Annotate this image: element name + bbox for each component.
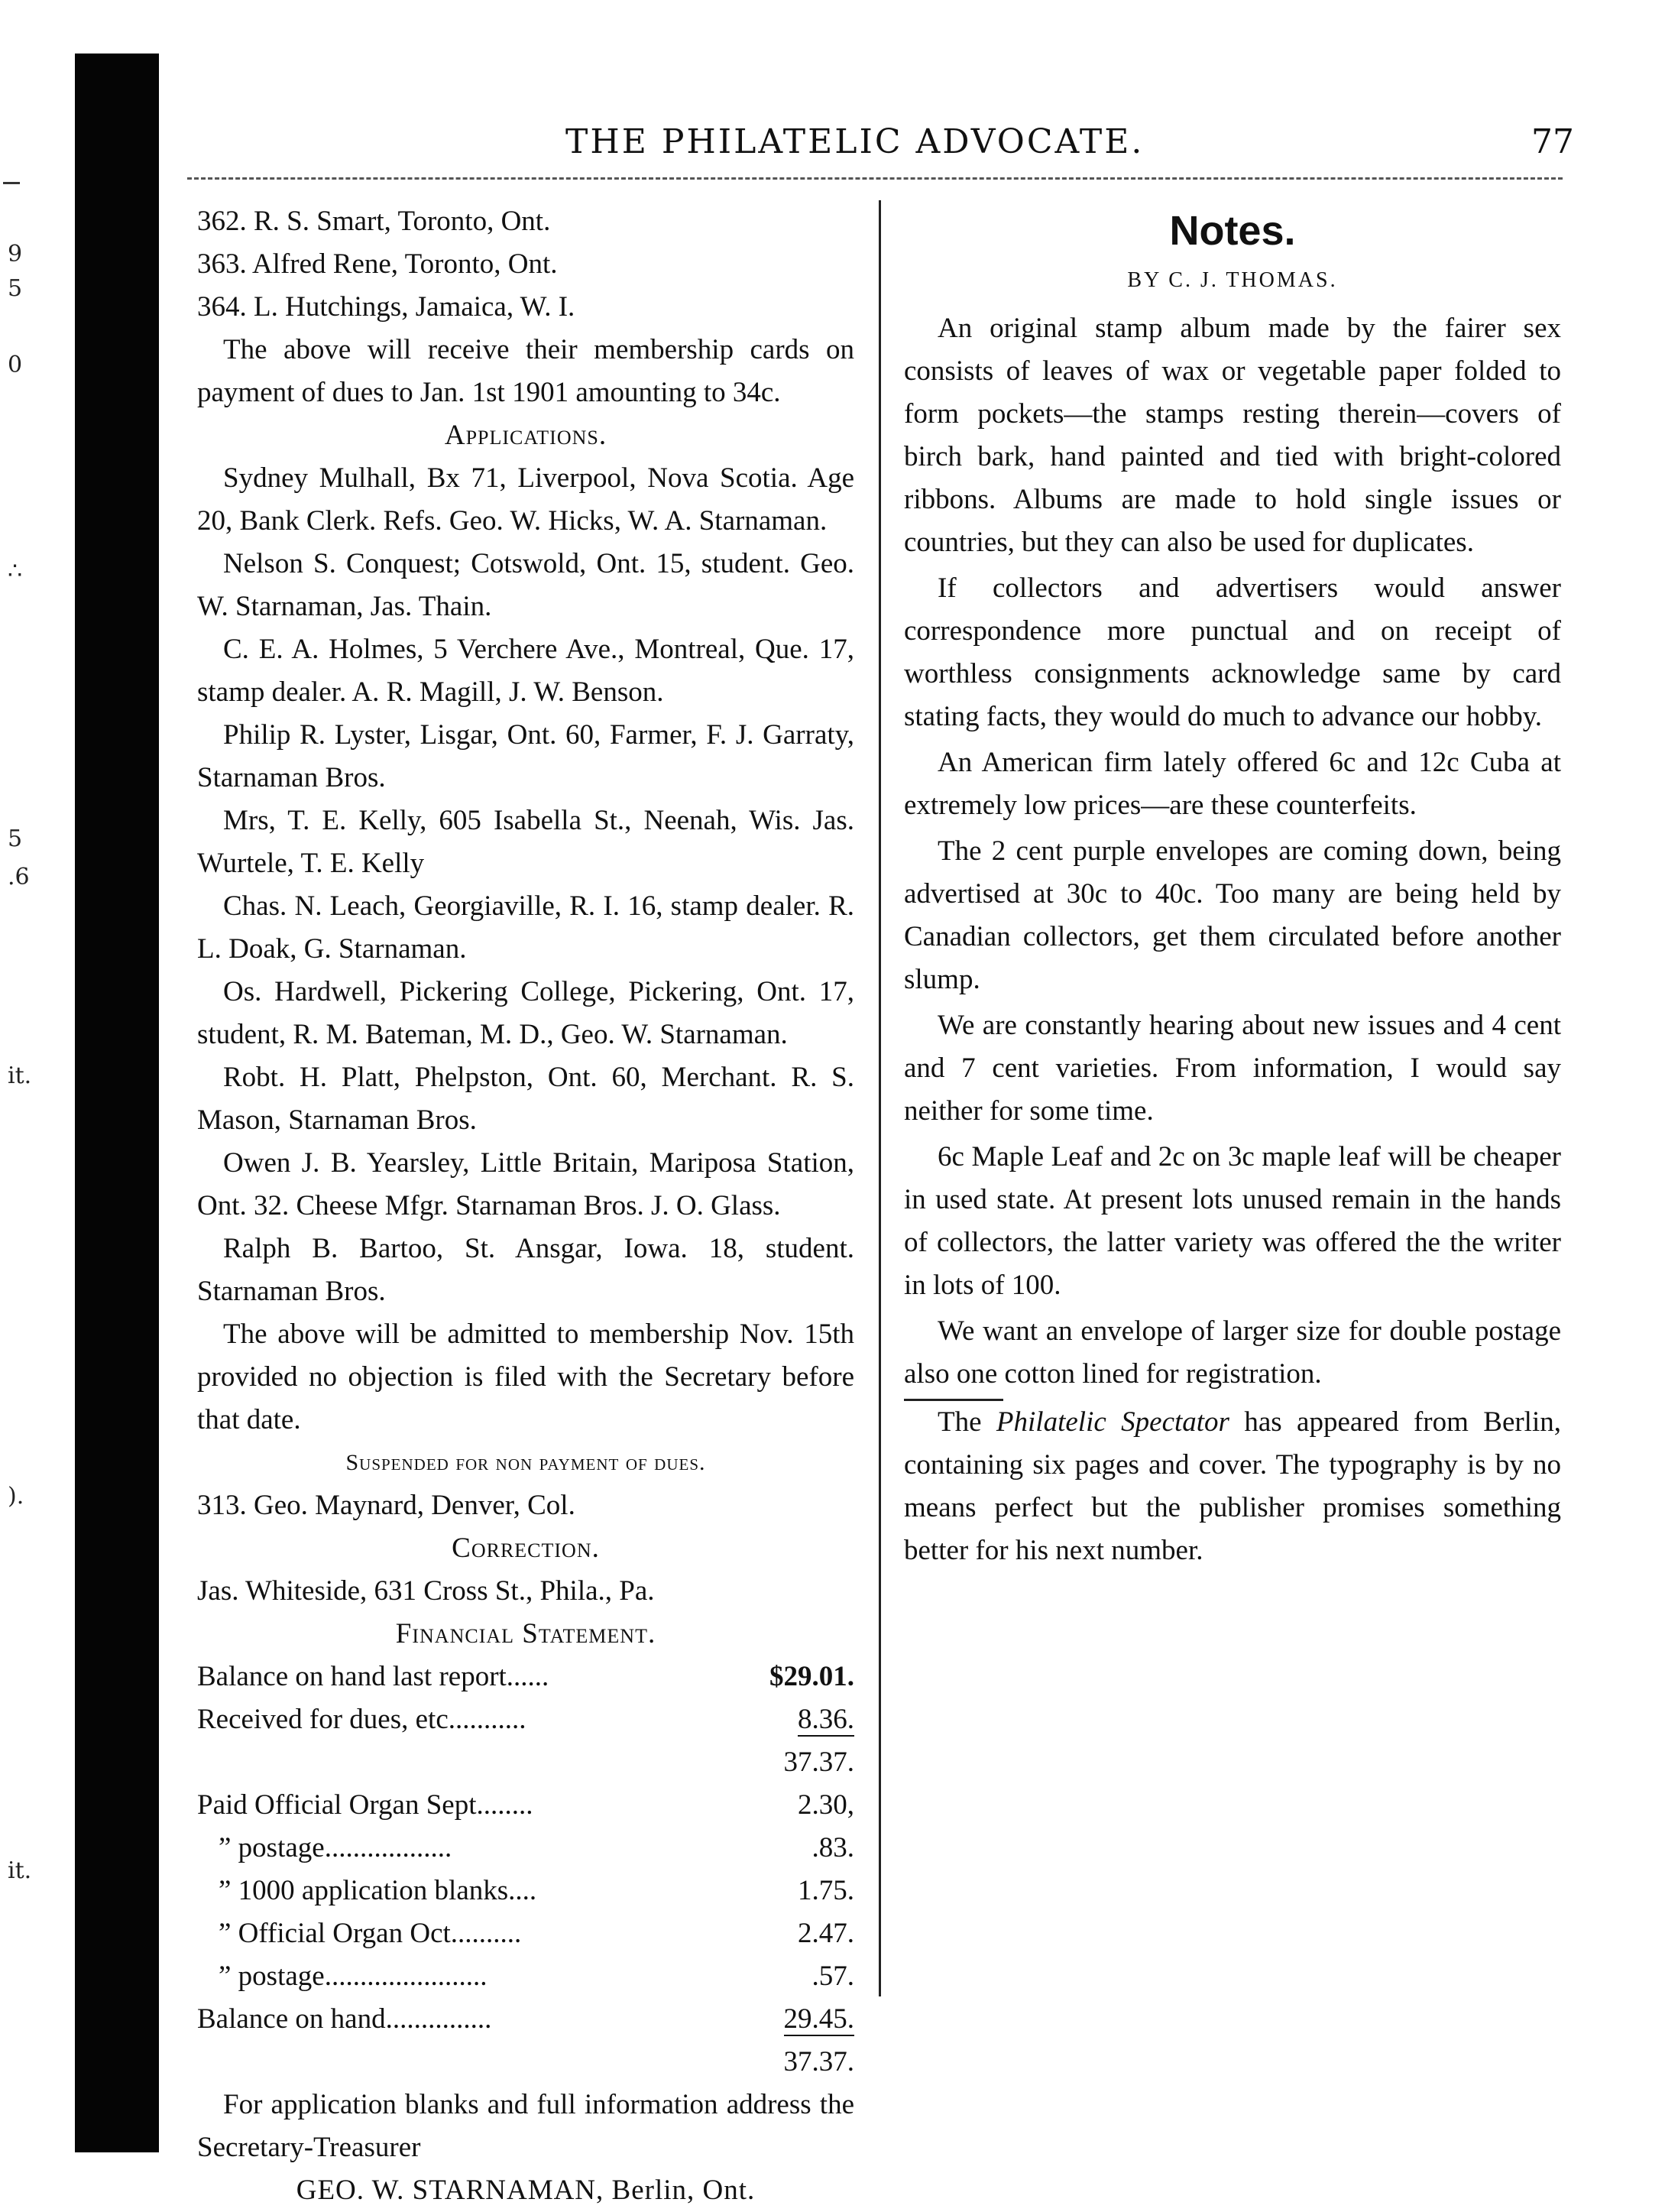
margin-fragment: 5 bbox=[8, 275, 23, 302]
application-entry: Nelson S. Conquest; Cotswold, Ont. 15, student. Geo. W. Starnaman, Jas. Thain. bbox=[197, 548, 854, 622]
financial-label: Paid Official Organ Sept........ bbox=[197, 1789, 533, 1821]
margin-fragment: .6 bbox=[8, 864, 30, 890]
margin-fragment: ∴ bbox=[8, 558, 23, 585]
spectator-body: has appeared from Berlin, containing six pages and cover. The typography is by no means perfect but the publisher promises something better for his next number. bbox=[904, 1406, 1561, 1566]
note-paragraph: We are constantly hearing about new issues and 4 cent and 7 cent varieties. From information, I would say neither for some time. bbox=[904, 1010, 1561, 1127]
financial-row bbox=[197, 1870, 854, 1912]
application-entry: Robt. H. Platt, Phelpston, Ont. 60, Merchant. R. S. Mason, Starnaman Bros. bbox=[197, 1062, 854, 1136]
note-paragraph: An American firm lately offered 6c and 12c Cuba at extremely low prices—are these counterfeits. bbox=[904, 747, 1561, 821]
financial-row bbox=[197, 1784, 854, 1827]
financial-subtotal-row bbox=[197, 1741, 854, 1784]
margin-fragment: 0 bbox=[8, 352, 23, 378]
membership-note: The above will receive their membership cards on payment of dues to Jan. 1st 1901 amounting to 34c. bbox=[197, 334, 854, 408]
application-entry: C. E. A. Holmes, 5 Verchere Ave., Montreal, Que. 17, stamp dealer. A. R. Magill, J. W. Benson. bbox=[197, 634, 854, 708]
financial-label: ” postage....................... bbox=[219, 1961, 488, 1992]
margin-fragment: ). bbox=[8, 1483, 24, 1510]
margin-fragment: it. bbox=[8, 1062, 32, 1089]
financial-amount: .57. bbox=[811, 1961, 854, 1992]
right-column bbox=[904, 200, 1561, 1575]
financial-row bbox=[197, 1656, 854, 1698]
margin-rule bbox=[3, 182, 20, 184]
note-paragraph: We want an envelope of larger size for double postage also one cotton lined for registration. bbox=[904, 1315, 1561, 1390]
financial-label: ” Official Organ Oct.......... bbox=[219, 1918, 522, 1949]
financial-label: Balance on hand last report...... bbox=[197, 1661, 549, 1692]
financial-row bbox=[197, 1955, 854, 1998]
note-paragraph: An original stamp album made by the fairer sex consists of leaves of wax or vegetable paper folded to form pockets—the stamps resting therein—covers of birch bark, hand painted and tied with bright-colored ribbons. Albums are made to hold single issues or countries, but they can also be used for duplicates. bbox=[904, 313, 1561, 558]
financial-heading: Financial Statement. bbox=[395, 1618, 656, 1649]
financial-row bbox=[197, 1998, 854, 2041]
financial-label: ” postage.................. bbox=[219, 1832, 452, 1863]
notes-title: Notes. bbox=[1169, 208, 1296, 254]
financial-total: 37.37. bbox=[783, 2046, 854, 2077]
note-paragraph: If collectors and advertisers would answer correspondence more punctual and on receipt of worthless consignments acknowledge same by card stating facts, they would do much to advance our hobby. bbox=[904, 572, 1561, 732]
financial-amount: 2.30, bbox=[798, 1789, 854, 1821]
financial-amount: 29.45. bbox=[783, 2003, 854, 2035]
application-entry: Chas. N. Leach, Georgiaville, R. I. 16, stamp dealer. R. L. Doak, G. Starnaman. bbox=[197, 890, 854, 965]
column-divider bbox=[879, 200, 881, 1996]
financial-label: ” 1000 application blanks.... bbox=[219, 1875, 537, 1906]
financial-amount: 2.47. bbox=[798, 1918, 854, 1949]
notes-byline: BY C. J. THOMAS. bbox=[1127, 268, 1338, 292]
running-title: THE PHILATELIC ADVOCATE. bbox=[565, 122, 1145, 161]
suspended-entry: 313. Geo. Maynard, Denver, Col. bbox=[197, 1490, 575, 1521]
page-number: 77 bbox=[1531, 122, 1574, 161]
financial-amount: 8.36. bbox=[798, 1704, 854, 1735]
note-paragraph: 6c Maple Leaf and 2c on 3c maple leaf will be cheaper in used state. At present lots unused remain in the hands of collectors, the latter variety was offered the the writer in lots of 100. bbox=[904, 1141, 1561, 1301]
spectator-lead: The bbox=[938, 1406, 996, 1438]
left-column bbox=[197, 200, 854, 2212]
financial-amount: .83. bbox=[811, 1832, 854, 1863]
financial-subtotal: 37.37. bbox=[783, 1747, 854, 1778]
left-margin-fragments bbox=[0, 0, 69, 2152]
financial-label: Received for dues, etc........... bbox=[197, 1704, 526, 1735]
margin-fragment: 5 bbox=[8, 825, 23, 852]
signature: GEO. W. STARNAMAN, Berlin, Ont. bbox=[296, 2175, 756, 2206]
member-entry: 363. Alfred Rene, Toronto, Ont. bbox=[197, 248, 558, 280]
financial-amount: $29.01. bbox=[769, 1661, 854, 1692]
application-entry: Ralph B. Bartoo, St. Ansgar, Iowa. 18, student. Starnaman Bros. bbox=[197, 1233, 854, 1307]
correction-entry: Jas. Whiteside, 631 Cross St., Phila., Pa. bbox=[197, 1575, 655, 1607]
application-entry: Sydney Mulhall, Bx 71, Liverpool, Nova Scotia. Age 20, Bank Clerk. Refs. Geo. W. Hicks, W. A. Starnaman. bbox=[197, 462, 854, 537]
financial-row bbox=[197, 1698, 854, 1741]
application-entry: Philip R. Lyster, Lisgar, Ont. 60, Farmer, F. J. Garraty, Starnaman Bros. bbox=[197, 719, 854, 793]
applications-heading: Applications. bbox=[444, 420, 607, 451]
spectator-paragraph bbox=[904, 1401, 1561, 1572]
page-header bbox=[183, 122, 1574, 176]
financial-row bbox=[197, 1827, 854, 1870]
member-entry: 364. L. Hutchings, Jamaica, W. I. bbox=[197, 291, 575, 323]
member-entry: 362. R. S. Smart, Toronto, Ont. bbox=[197, 206, 551, 237]
binding-edge bbox=[75, 54, 159, 2152]
application-entry: Os. Hardwell, Pickering College, Pickering, Ont. 17, student, R. M. Bateman, M. D., Geo. W. Starnaman. bbox=[197, 976, 854, 1050]
admission-note: The above will be admitted to membership Nov. 15th provided no objection is filed with the Secretary before that date. bbox=[197, 1318, 854, 1435]
suspended-heading: Suspended for non payment of dues. bbox=[345, 1450, 706, 1475]
margin-fragment: 9 bbox=[8, 241, 23, 268]
margin-fragment: it. bbox=[8, 1857, 32, 1884]
note-paragraph: The 2 cent purple envelopes are coming down, being advertised at 30c to 40c. Too many are being held by Canadian collectors, get them circulated before another slump. bbox=[904, 835, 1561, 995]
financial-amount: 1.75. bbox=[798, 1875, 854, 1906]
application-entry: Mrs, T. E. Kelly, 605 Isabella St., Neenah, Wis. Jas. Wurtele, T. E. Kelly bbox=[197, 805, 854, 879]
financial-row bbox=[197, 1912, 854, 1955]
correction-heading: Correction. bbox=[452, 1533, 600, 1564]
spectator-title: Philatelic Spectator bbox=[996, 1406, 1229, 1438]
application-entry: Owen J. B. Yearsley, Little Britain, Mariposa Station, Ont. 32. Cheese Mfgr. Starnaman Bros. J. O. Glass. bbox=[197, 1147, 854, 1221]
header-rule bbox=[187, 177, 1563, 180]
financial-total-row bbox=[197, 2041, 854, 2084]
financial-label: Balance on hand............... bbox=[197, 2003, 492, 2035]
closing-note: For application blanks and full information address the Secretary-Treasurer bbox=[197, 2089, 854, 2163]
